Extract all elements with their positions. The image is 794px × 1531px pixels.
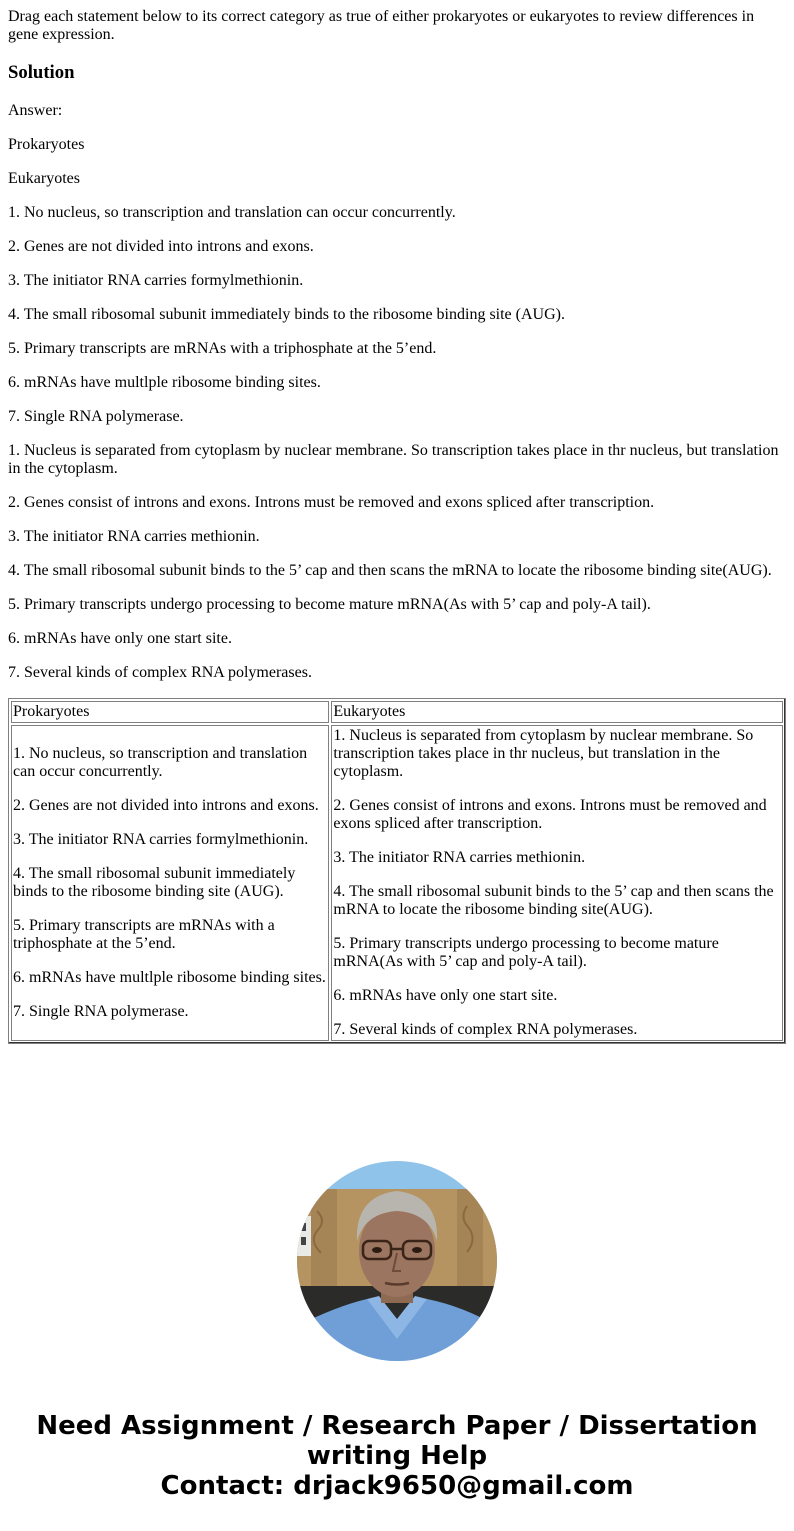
eukaryote-statement-list [8,442,786,682]
prokaryote-statement: 3. The initiator RNA carries formylmethionin. [8,272,304,289]
table-prokaryote-statement: 2. Genes are not divided into introns and exons. [13,797,319,814]
table-header-eukaryotes: Eukaryotes [331,701,783,723]
table-prokaryote-statement: 5. Primary transcripts are mRNAs with a triphosphate at the 5’end. [13,917,275,952]
eukaryote-statement: 2. Genes consist of introns and exons. Introns must be removed and exons spliced after transcription. [8,494,655,511]
eukaryotes-cell [331,725,783,1041]
table-header-prokaryotes: Prokaryotes [11,701,329,723]
table-prokaryote-statement: 4. The small ribosomal subunit immediately binds to the ribosome binding site (AUG). [13,865,296,900]
prokaryote-statement-list [8,204,786,426]
table-prokaryote-statement: 6. mRNAs have multlple ribosome binding sites. [13,969,326,986]
table-prokaryote-statement: 3. The initiator RNA carries formylmethionin. [13,831,309,848]
answer-label: Answer: [8,102,63,119]
table-eukaryote-statement: 5. Primary transcripts undergo processing to become mature mRNA(As with 5’ cap and poly-A tail). [333,935,719,970]
prokaryote-statement: 4. The small ribosomal subunit immediately binds to the ribosome binding site (AUG). [8,306,565,323]
category-label-prokaryotes: Prokaryotes [8,136,85,153]
prokaryote-statement: 6. mRNAs have multlple ribosome binding sites. [8,374,321,391]
promo-line-1: Need Assignment / Research Paper / Dissertation [36,1411,758,1441]
prokaryote-statement: 2. Genes are not divided into introns and exons. [8,238,314,255]
solution-heading: Solution [8,62,75,83]
promo-line-2: writing Help [306,1441,488,1471]
promo-banner [0,1411,794,1501]
author-avatar [297,1161,497,1361]
prokaryote-statement: 1. No nucleus, so transcription and translation can occur concurrently. [8,204,456,221]
promo-contact: Contact: drjack9650@gmail.com [160,1471,634,1501]
prokaryote-statement: 5. Primary transcripts are mRNAs with a triphosphate at the 5’end. [8,340,437,357]
table-row [11,725,783,1041]
table-eukaryote-statement: 6. mRNAs have only one start site. [333,987,558,1004]
author-photo-icon [297,1161,497,1361]
eukaryote-statement: 1. Nucleus is separated from cytoplasm by nuclear membrane. So transcription takes place in thr nucleus, but translation in the cytoplasm. [8,442,779,477]
eukaryote-statement: 6. mRNAs have only one start site. [8,630,232,647]
table-prokaryote-statement: 7. Single RNA polymerase. [13,1003,189,1020]
table-eukaryote-statement: 1. Nucleus is separated from cytoplasm by nuclear membrane. So transcription takes place in thr nucleus, but translation in the cytoplasm. [333,727,754,780]
table-header-row [11,701,783,723]
eukaryote-statement: 4. The small ribosomal subunit binds to the 5’ cap and then scans the mRNA to locate the ribosome binding site(AUG). [8,562,772,579]
eukaryote-statement: 3. The initiator RNA carries methionin. [8,528,260,545]
table-eukaryote-statement: 4. The small ribosomal subunit binds to the 5’ cap and then scans the mRNA to locate the ribosome binding site(AUG). [333,883,774,918]
table-eukaryote-statement: 3. The initiator RNA carries methionin. [333,849,586,866]
prokaryote-statement: 7. Single RNA polymerase. [8,408,184,425]
eukaryote-statement: 7. Several kinds of complex RNA polymerases. [8,664,312,681]
table-eukaryote-statement: 2. Genes consist of introns and exons. Introns must be removed and exons spliced after transcription. [333,797,767,832]
prokaryotes-cell [11,725,329,1041]
page-content [0,8,794,1044]
table-eukaryote-statement: 7. Several kinds of complex RNA polymerases. [333,1021,638,1038]
question-text: Drag each statement below to its correct category as true of either prokaryotes or eukaryotes to review differences in gene expression. [8,8,755,43]
category-label-eukaryotes: Eukaryotes [8,170,80,187]
comparison-table [8,698,786,1044]
eukaryote-statement: 5. Primary transcripts undergo processing to become mature mRNA(As with 5’ cap and poly-A tail). [8,596,651,613]
table-prokaryote-statement: 1. No nucleus, so transcription and translation can occur concurrently. [13,745,308,780]
